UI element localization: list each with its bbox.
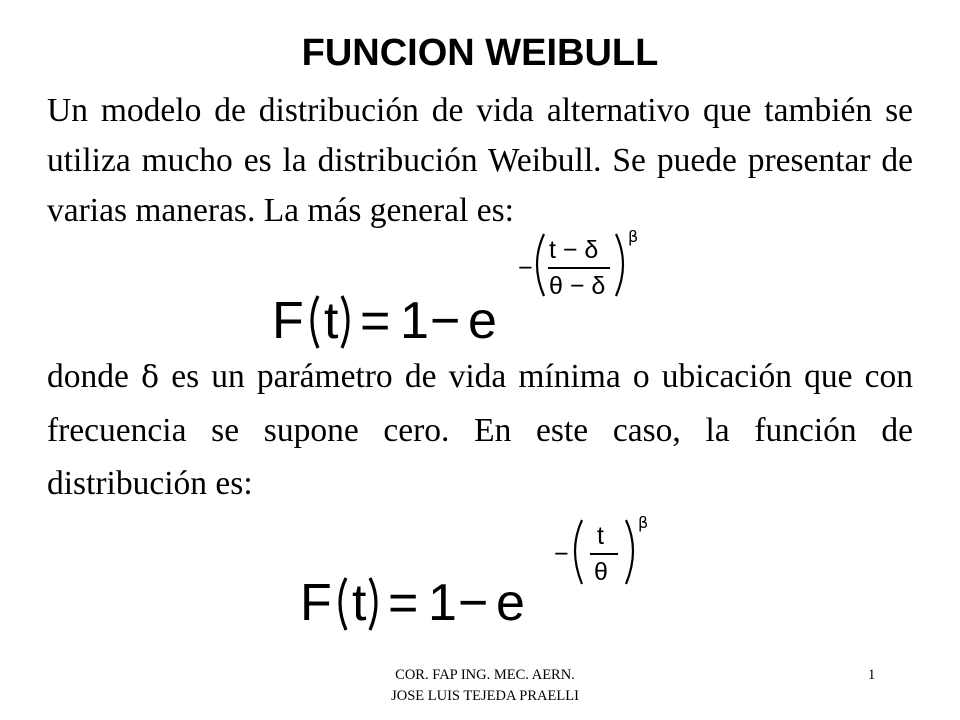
formula-general-minus: −	[430, 292, 461, 350]
weibull-simple-formula	[300, 510, 670, 640]
formula-simple-exponent-minus: −	[554, 540, 569, 568]
formula-general-exp-right-paren	[616, 234, 623, 296]
formula-general-e: e	[468, 292, 497, 350]
formula-simple-e: e	[496, 574, 525, 632]
formula-general-left-paren	[312, 296, 318, 348]
formula-simple-F: F	[300, 574, 332, 632]
formula-general-right-paren	[342, 296, 348, 348]
formula-general-numerator: t − δ	[549, 236, 599, 264]
footer-line-2: JOSE LUIS TEJEDA PRAELLI	[391, 688, 579, 704]
delta-paragraph-rest: es un parámetro de vida mínima o ubicación que con frecuencia se supone cero. En este caso, la función de distribución es:	[47, 358, 913, 502]
formula-general-equals: =	[360, 292, 391, 350]
formula-simple-exp-left-paren	[575, 520, 582, 584]
formula-simple-numerator: t	[597, 522, 604, 550]
formula-general-denominator: θ − δ	[549, 272, 606, 300]
page-number: 1	[868, 667, 876, 683]
formula-simple-exp-right-paren	[626, 520, 633, 584]
formula-simple-beta: β	[638, 513, 649, 532]
formula-general-one: 1	[400, 292, 429, 350]
formula-general-exponent-minus: −	[518, 254, 533, 282]
formula-simple-denominator: θ	[594, 558, 608, 586]
formula-general-t: t	[324, 292, 339, 350]
footer-line-1: COR. FAP ING. MEC. AERN.	[395, 667, 575, 683]
formula-simple-left-paren	[340, 578, 346, 630]
slide-title: FUNCION WEIBULL	[301, 32, 659, 74]
weibull-general-formula	[272, 224, 652, 360]
intro-paragraph: Un modelo de distribución de vida alternativo que también se utiliza mucho es la distribución Weibull. Se puede presentar de varias maneras. La más general es:	[47, 92, 913, 229]
delta-symbol: δ	[141, 360, 160, 395]
formula-general-F: F	[272, 292, 304, 350]
delta-paragraph-start: donde	[47, 358, 142, 395]
formula-simple-t: t	[352, 574, 367, 632]
formula-general-beta: β	[628, 227, 639, 246]
delta-paragraph	[47, 350, 913, 510]
formula-simple-minus: −	[458, 574, 489, 632]
footer-author	[350, 665, 620, 707]
formula-simple-equals: =	[388, 574, 419, 632]
formula-simple-one: 1	[428, 574, 457, 632]
formula-simple-right-paren	[370, 578, 376, 630]
formula-general-exp-left-paren	[537, 234, 544, 296]
